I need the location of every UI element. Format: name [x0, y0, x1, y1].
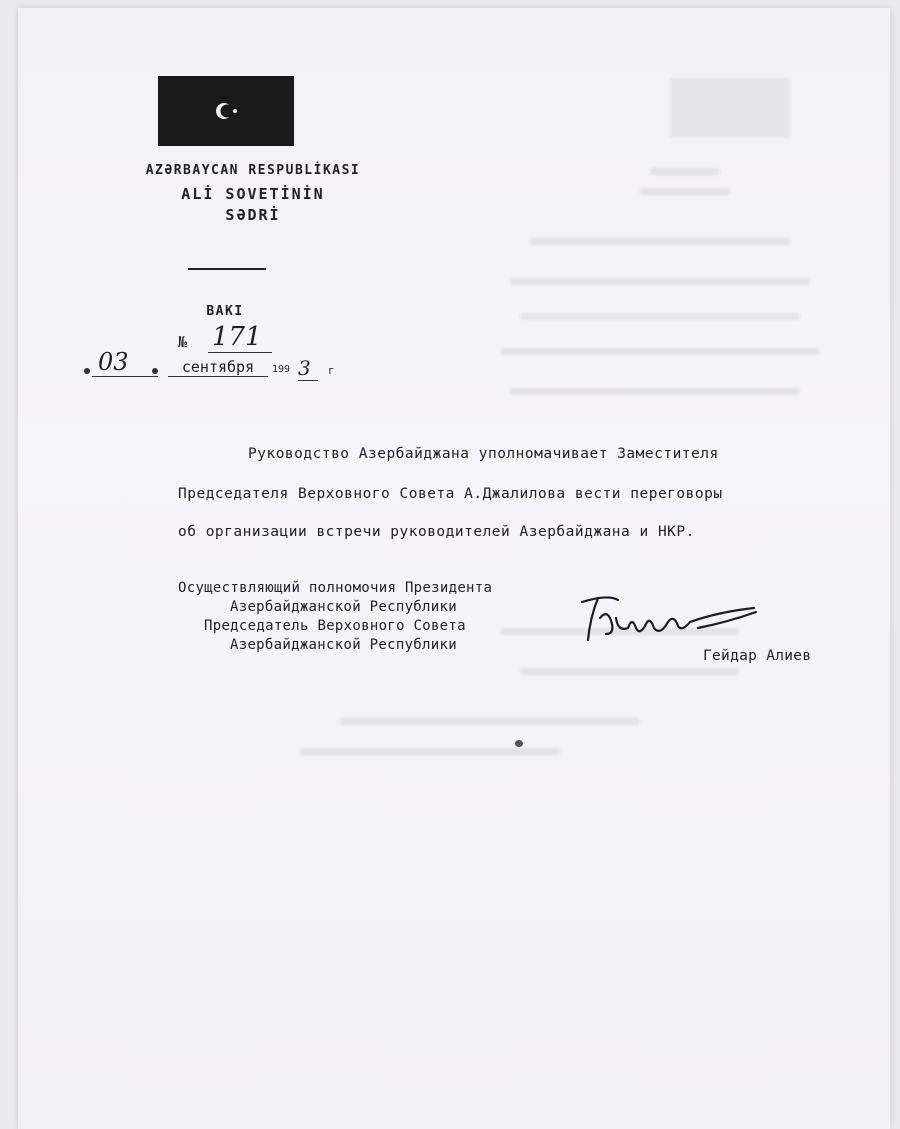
crescent-star-icon — [158, 76, 294, 146]
signature-title-2: Азербайджанской Республики — [230, 599, 457, 615]
date-dot — [152, 368, 158, 374]
date-year-mark: г — [328, 364, 335, 377]
date-dot — [84, 368, 90, 374]
body-line-2: Председателя Верховного Совета А.Джалилова вести переговоры — [178, 486, 723, 502]
date-year-prefix: 199 — [272, 364, 291, 375]
letterhead-rule — [188, 268, 266, 270]
date-month: сентября — [168, 358, 268, 377]
letterhead-line-3: SƏDRİ — [225, 206, 281, 224]
letterhead-city: BAKI — [206, 304, 244, 319]
number-label: № — [178, 333, 188, 351]
signatory-name: Гейдар Алиев — [703, 648, 812, 664]
body-line-3: об организации встречи руководителей Азербайджана и НКР. — [178, 524, 695, 540]
signature-title-1: Осуществляющий полномочия Президента — [178, 580, 493, 596]
document-page — [18, 8, 890, 1129]
ink-speck — [515, 740, 523, 747]
bleed-through-text — [500, 68, 860, 788]
signature-title-4: Азербайджанской Республики — [230, 637, 457, 653]
letterhead-line-2: ALİ SOVETİNİN — [181, 185, 325, 203]
date-year-suffix: 3 — [298, 356, 318, 381]
date-day: 03 — [92, 348, 158, 377]
letterhead-line-1: AZƏRBAYCAN RESPUBLİKASI — [145, 163, 361, 178]
document-number: 171 — [208, 322, 272, 353]
signature-title-3: Председатель Верховного Совета — [204, 618, 466, 634]
body-line-1: Руководство Азербайджана уполномачивает Заместителя — [248, 446, 719, 462]
